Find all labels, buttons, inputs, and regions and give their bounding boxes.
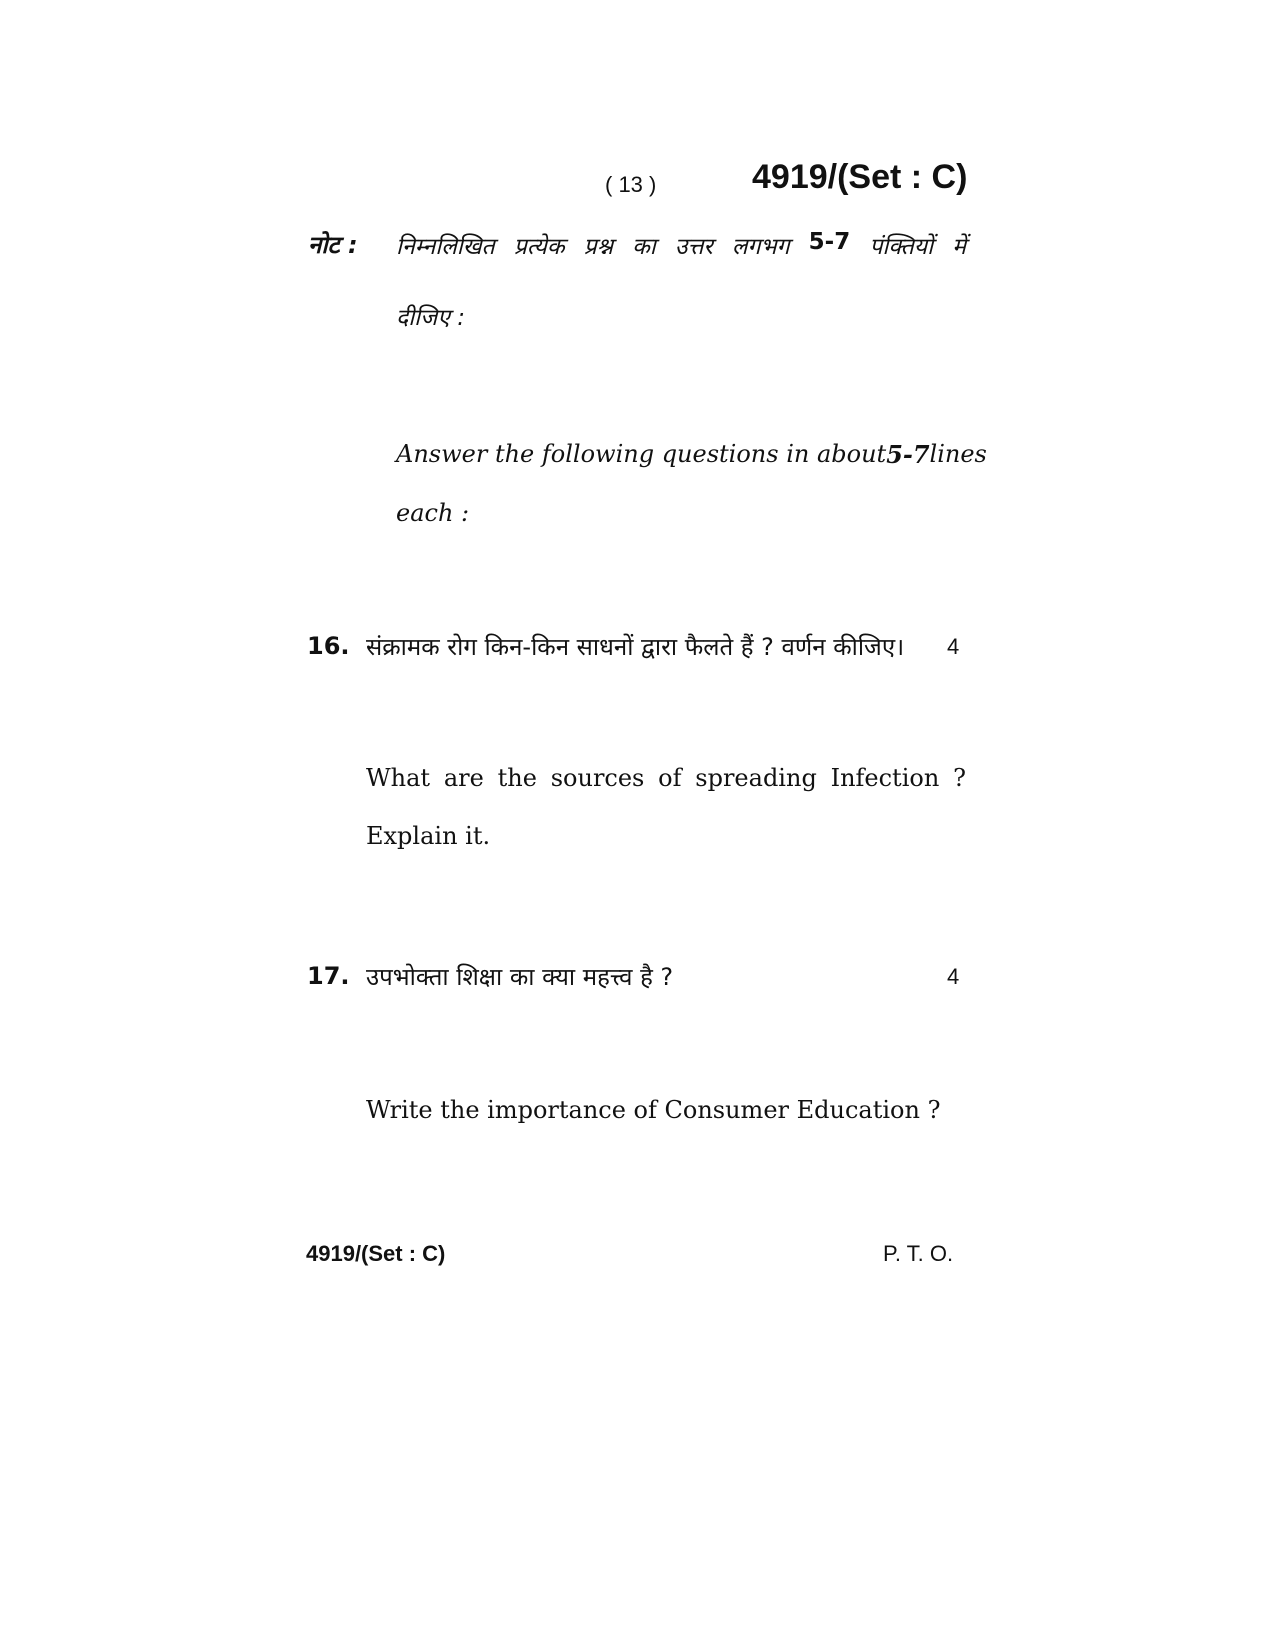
note-hindi-line-2: दीजिए : (396, 305, 465, 331)
note-word: उत्तर (674, 234, 713, 260)
note-word: लगभग (731, 234, 790, 260)
note-word: पंक्तियों (869, 234, 934, 260)
note-line-count: 5-7 (808, 229, 851, 255)
q16-word: spreading (695, 764, 817, 792)
question-17-number: 17. (307, 962, 350, 990)
question-17-hindi: उपभोक्ता शिक्षा का क्या महत्त्व है ? (366, 963, 674, 991)
note-word: में (952, 234, 966, 260)
q16-word: the (497, 764, 537, 792)
note-english-count: 5-7 (886, 440, 930, 469)
q16-word: are (443, 764, 484, 792)
paper-code-footer: 4919/(Set : C) (306, 1241, 446, 1266)
paper-code-header: 4919/(Set : C) (752, 158, 968, 196)
q16-word: ? (953, 764, 966, 792)
please-turn-over: P. T. O. (883, 1241, 954, 1266)
page-number: ( 13 ) (605, 172, 657, 197)
question-16-number: 16. (307, 632, 350, 660)
note-word: प्रत्येक (513, 234, 565, 260)
note-label: नोट : (308, 231, 358, 259)
note-hindi-line-1 (396, 229, 966, 261)
question-16-hindi: संक्रामक रोग किन-किन साधनों द्वारा फैलते हैं ? वर्णन कीजिए। (366, 633, 905, 661)
question-16-marks: 4 (947, 634, 960, 659)
q16-word: of (658, 764, 682, 792)
q16-word: Infection (830, 764, 940, 792)
question-17-marks: 4 (947, 964, 960, 989)
q16-word: What (366, 764, 431, 792)
question-17-english: Write the importance of Consumer Education ? (366, 1096, 941, 1124)
note-english-pre: Answer the following questions in about (396, 440, 887, 468)
note-word: का (632, 234, 656, 260)
q16-word: sources (550, 764, 645, 792)
question-16-english-line-2: Explain it. (366, 822, 491, 850)
note-word: निम्नलिखित (396, 234, 495, 260)
note-english-line-2: each : (396, 499, 470, 527)
note-english-post: lines (929, 440, 987, 468)
note-word: प्रश्न (583, 234, 614, 260)
question-16-english-line-1 (366, 764, 966, 792)
note-english-line-1 (396, 440, 987, 469)
